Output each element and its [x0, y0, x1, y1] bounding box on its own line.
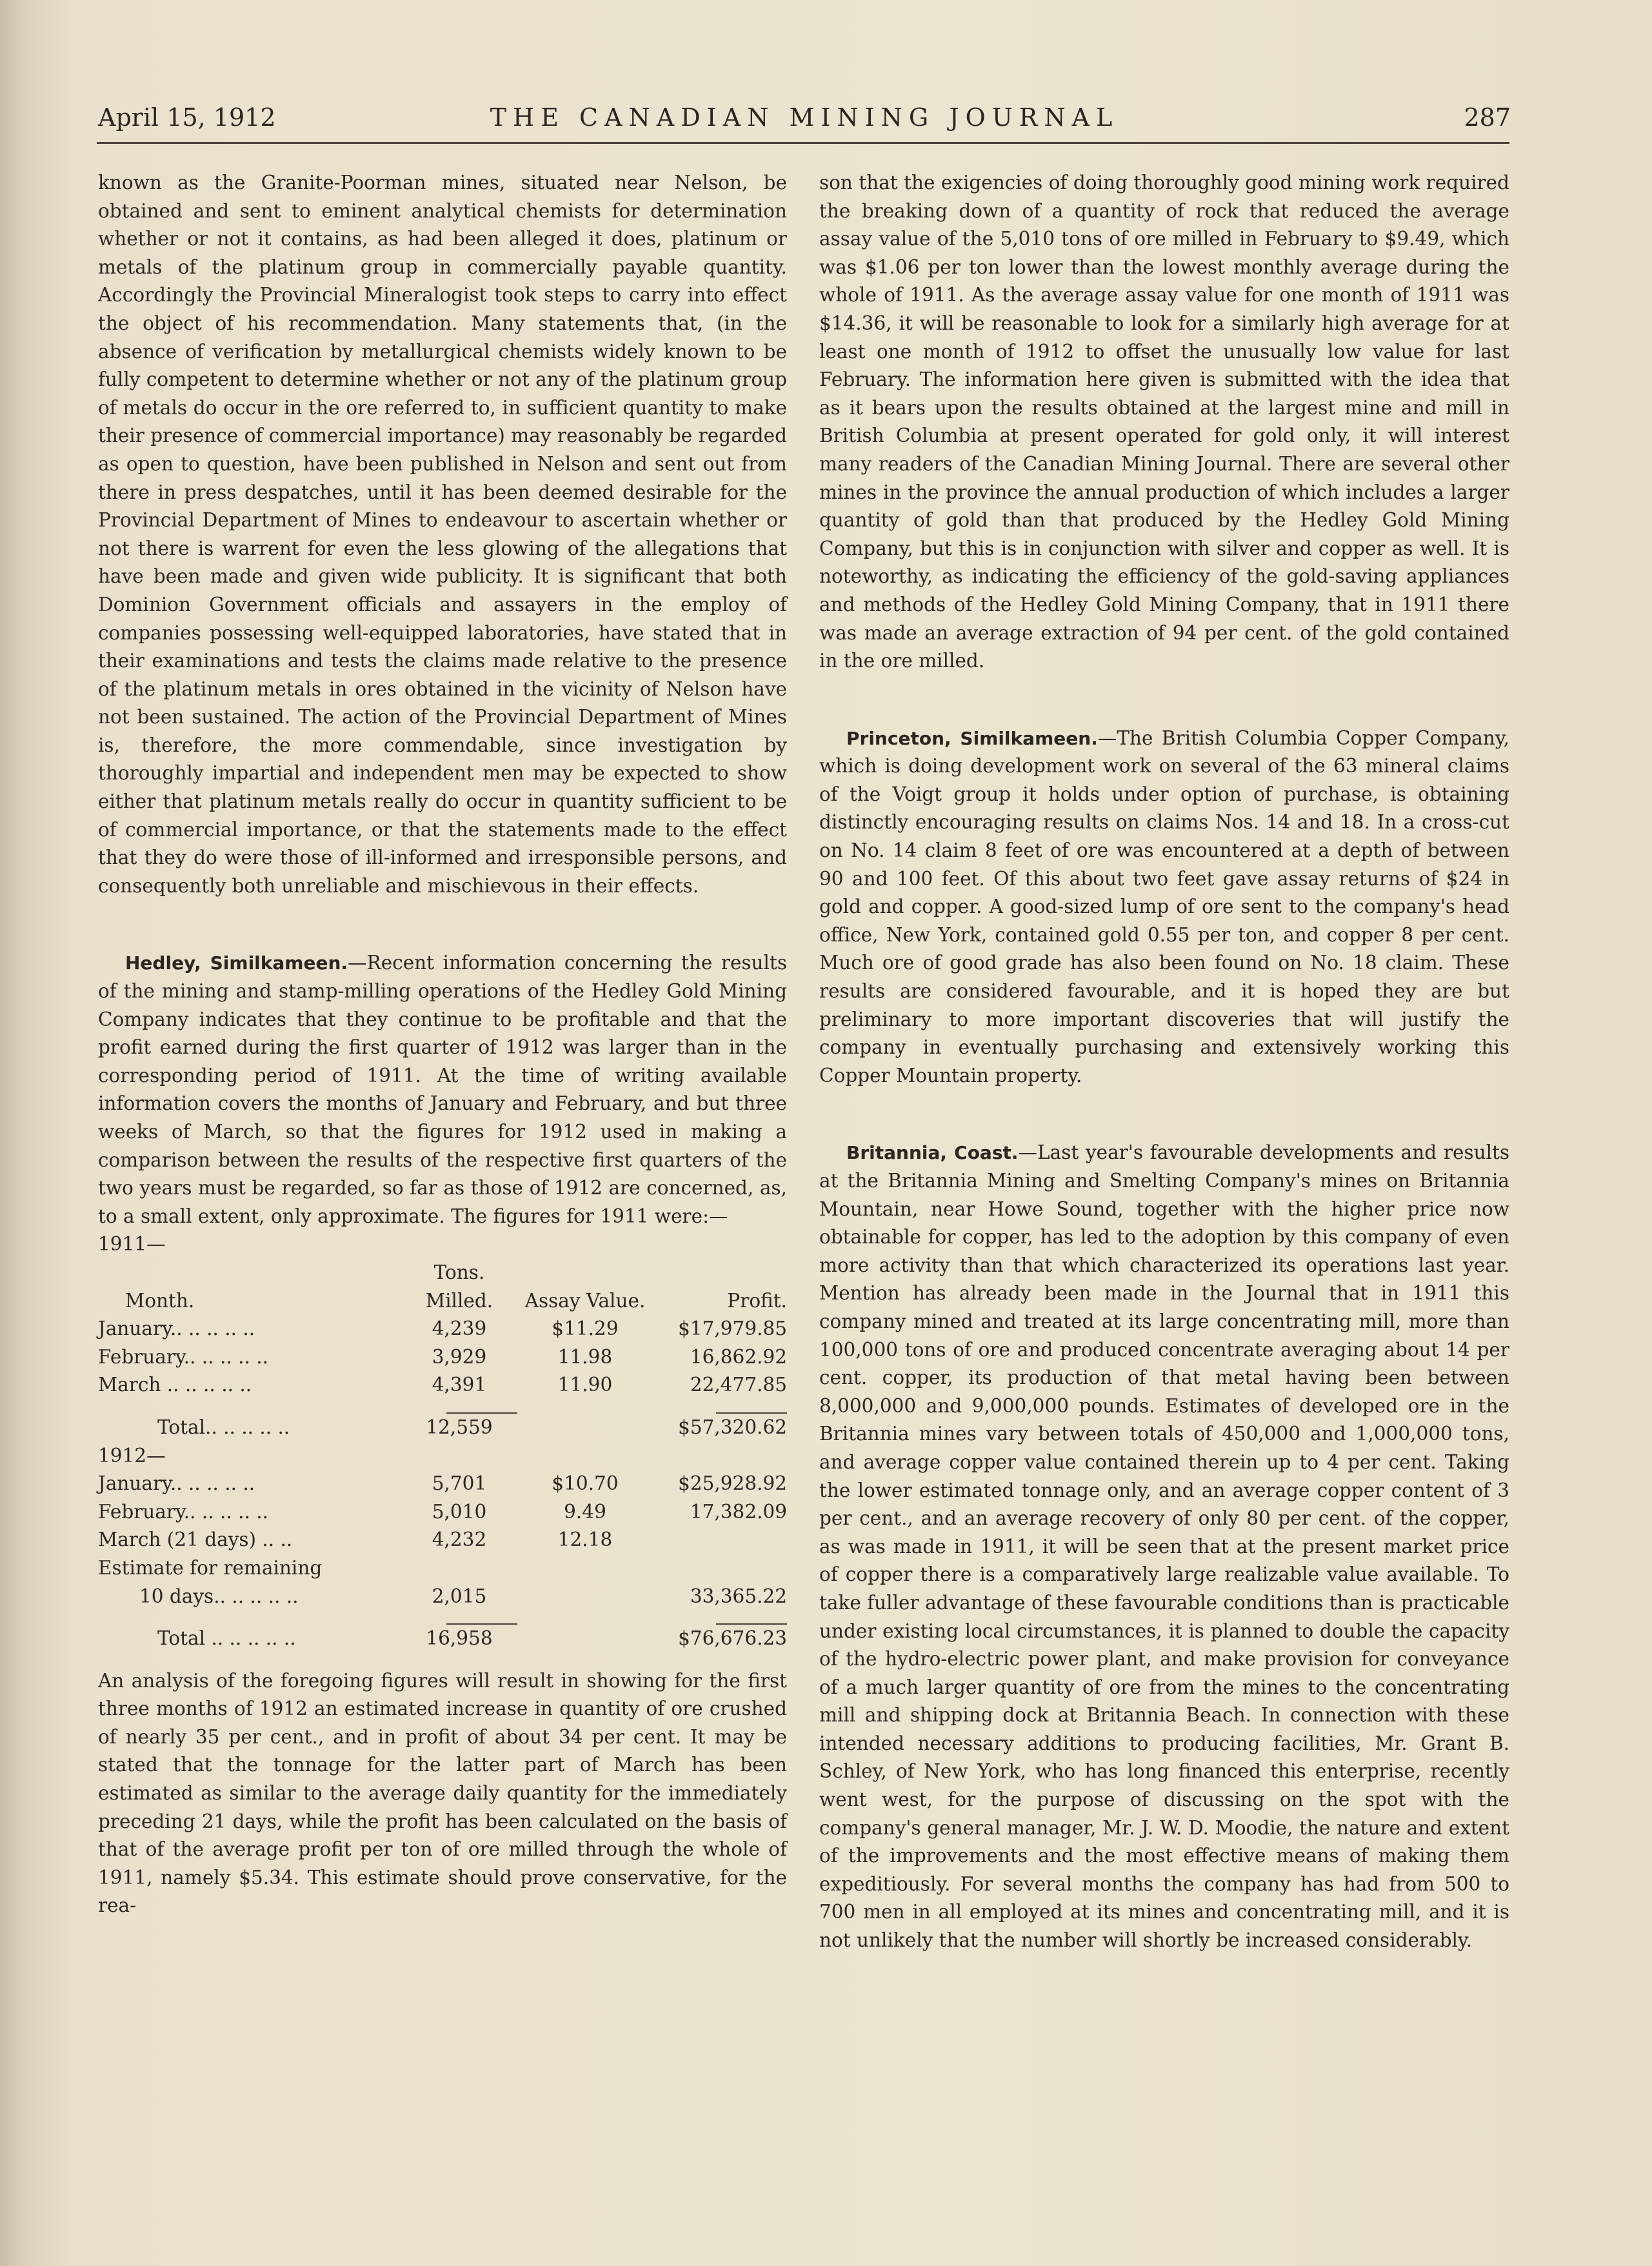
- analysis-paragraph: An analysis of the foregoing figures will result in showing for the first three months of 1912 an estimated increase in quantity of ore crushed of nearly 35 per cent., and in profit of about 34 per cent. It may be stated that the tonnage for the latter part of March has been estimated as similar to the average daily quantity for the immediately preceding 21 days, while the profit has been calculated on the basis of that of the average profit per ton of ore milled through the whole of 1911, namely $5.34. This estimate should prove conservative, for the rea-: [98, 1669, 787, 1917]
- estimate-row-1: [98, 1554, 787, 1583]
- table-head-row-1: [98, 1259, 787, 1287]
- table-row: [98, 1498, 787, 1527]
- journal-title: THE CANADIAN MINING JOURNAL: [490, 103, 1119, 132]
- issue-date: April 15, 1912: [98, 103, 276, 132]
- running-header: [98, 103, 1511, 142]
- platinum-paragraph: known as the Granite-Poorman mines, situated near Nelson, be obtained and sent to eminent analytical chemists for determination whether or not it contains, as had been alleged it does, platinum or metals of the platinum group in commercially payable quantity. Accordingly the Provincial Mineralogist took steps to carry into effect the object of his recommendation. Many statements that, (in the absence of verification by metallurgical chemists widely known to be fully competent to determine whether or not any of the platinum group of metals do occur in the ore referred to, in sufficient quantity to make their presence of commercial importance) may reasonably be regarded as open to question, have been published in Nelson and sent out from there in press despatches, until it has been deemed desirable for the Provincial Department of Mines to endeavour to ascertain whether or not there is warrent for even the less glowing of the allegations that have been made and given wide publicity. It is significant that both Dominion Government officials and assayers in the employ of companies possessing well-equipped laboratories, have stated that in their examinations and tests the claims made relative to the presence of the platinum metals in ores obtained in the vicinity of Nelson have not been sustained. The action of the Provincial Department of Mines is, therefore, the more commendable, since investigation by thoroughly impartial and independent men may be expected to show either that platinum metals really do occur in quantity sufficient to be of commercial importance, or that the statements made to the effect that they do were those of ill-informed and irresponsible persons, and consequently both unreliable and mischievous in their effects.: [98, 172, 787, 897]
- table-row: [98, 1470, 787, 1498]
- total-1912-profit: $76,676.23: [678, 1627, 788, 1650]
- row-month: March .. .. .. .. ..: [98, 1374, 252, 1396]
- table-row: [98, 1371, 787, 1399]
- row-assay: $10.70: [552, 1472, 619, 1495]
- total-rule-row: [98, 1399, 787, 1414]
- head-tons-1: Tons.: [433, 1261, 485, 1283]
- estimate-label-1: Estimate for remaining: [98, 1556, 323, 1579]
- head-assay: Assay Value.: [524, 1289, 646, 1312]
- hedley-paragraph: [98, 949, 787, 1230]
- britannia-body: —Last year's favourable developments and results at the Britannia Mining and Smelting Company's mines on Britannia Mountain, near Howe Sound, together with the higher price now obtainable for copper, has led to the adoption by this company of even more activity than that which characterized its operations last year. Mention has already been made in the Journal that in 1911 this company mined and treated at its large concentrating mill, more than 100,000 tons of ore and produced concentrate averaging about 14 per cent. copper, its production of that metal having been between 8,000,000 and 9,000,000 pounds. Estimates of developed ore in the Britannia mines vary between totals of 450,000 and 1,000,000 tons, and average copper value contained therein up to 4 per cent. Taking the lower estimated tonnage only, and an average copper content of 3 per cent., and an average recovery of only 80 per cent. of the copper, as was made in 1911, it will be seen that at the present market price of copper there is a comparatively large realizable value available. To take fuller advantage of these favourable conditions than is practicable under existing local circumstances, it is planned to double the capacity of the hydro-electric power plant, and make provision for conveyance of a much larger quantity of ore from the mines to the concentrating mill and shipping dock at Britannia Beach. In connection with these intended necessary additions to producing facilities, Mr. Grant B. Schley, of New York, who has long financed this enterprise, recently went west, for the purpose of discussing on the spot with the company's general manager, Mr. J. W. D. Moodie, the nature and extent of the improvements and the most effective means of making them expeditiously. For several months the company has had from 500 to 700 men in all employed at its mines and concentrating mill, and it is not unlikely that the number will shortly be increased considerably.: [819, 1141, 1510, 1952]
- britannia-heading: Britannia, Coast.: [846, 1142, 1019, 1164]
- britannia-paragraph: [819, 1139, 1509, 1954]
- total-1911-row: [98, 1414, 787, 1442]
- row-assay: 9.49: [564, 1500, 606, 1523]
- tons-total-rule: [401, 1610, 517, 1625]
- profit-total-rule: [653, 1399, 787, 1414]
- head-month: Month.: [125, 1289, 195, 1312]
- row-month: January.. .. .. .. ..: [98, 1318, 255, 1340]
- row-tons: 4,232: [432, 1529, 487, 1551]
- profit-total-rule: [653, 1610, 787, 1625]
- row-tons: 3,929: [432, 1345, 487, 1368]
- tons-total-rule: [401, 1399, 517, 1414]
- table-row: [98, 1526, 787, 1554]
- hedley-continued-paragraph: son that the exigencies of doing thoroughly good mining work required the breaking down of a quantity of rock that reduced the average assay value of the 5,010 tons of ore milled in February to $9.49, which was $1.06 per ton lower than the lowest monthly average during the whole of 1911. As the average assay value for one month of 1911 was $14.36, it will be reasonable to look for a similarly high average for at least one month of 1912 to offset the unusually low value for last February. The information here given is submitted with the idea that as it bears upon the results obtained at the largest mine and mill in British Columbia at present operated for gold only, it will interest many readers of the Canadian Mining Journal. There are several other mines in the province the annual production of which includes a larger quantity of gold than that produced by the Hedley Gold Mining Company, but this is in conjunction with silver and copper as well. It is noteworthy, as indicating the efficiency of the gold-saving appliances and methods of the Hedley Gold Mining Company, that in 1911 there was made an average extraction of 94 per cent. of the gold contained in the ore milled.: [819, 172, 1509, 672]
- row-tons: 5,701: [432, 1472, 487, 1495]
- row-month: February.. .. .. .. ..: [98, 1345, 269, 1368]
- row-profit: 22,477.85: [690, 1374, 788, 1396]
- year-1911-label: 1911—: [98, 1233, 166, 1256]
- princeton-body: —The British Columbia Copper Company, which is doing development work on several of the 63 mineral claims of the Voigt group it holds under option of purchase, is obtaining distinctly encouraging results on claims Nos. 14 and 18. In a cross-cut on No. 14 claim 8 feet of ore was encountered at a depth of between 90 and 100 feet. Of this about two feet gave assay returns of $24 in gold and copper. A good-sized lump of ore sent to the company's head office, New York, contained gold 0.55 per ton, and copper 8 per cent. Much ore of good grade has also been found on No. 18 claim. These results are considered favourable, and it is hoped they are but preliminary to more important discoveries that will justify the company in eventually purchasing and extensively working this Copper Mountain property.: [819, 727, 1509, 1087]
- hedley-heading: Hedley, Similkameen.: [125, 952, 348, 974]
- row-assay: $11.29: [552, 1318, 619, 1340]
- row-month: March (21 days) .. ..: [98, 1529, 293, 1551]
- row-tons: 5,010: [432, 1500, 487, 1523]
- row-profit: [653, 1526, 787, 1554]
- left-column: [98, 169, 787, 1920]
- princeton-paragraph: [819, 725, 1509, 1090]
- princeton-heading: Princeton, Similkameen.: [846, 727, 1098, 749]
- total-1912-tons: 16,958: [426, 1627, 493, 1650]
- row-month: January.. .. .. .. ..: [98, 1472, 255, 1495]
- row-profit: 17,382.09: [690, 1500, 788, 1523]
- row-tons: 4,239: [432, 1318, 487, 1340]
- row-tons: 4,391: [432, 1374, 487, 1396]
- table-row: [98, 1343, 787, 1372]
- table-head-row-2: [98, 1287, 787, 1316]
- year-1912-label-row: [98, 1442, 787, 1470]
- year-1911-label-row: [98, 1230, 787, 1259]
- header-rule: [97, 142, 1509, 144]
- estimate-row-2: [98, 1583, 787, 1611]
- estimate-profit: 33,365.22: [690, 1585, 788, 1607]
- row-profit: $17,979.85: [678, 1318, 788, 1340]
- total-rule-row: [98, 1610, 787, 1625]
- total-1911-label: Total.. .. .. .. ..: [157, 1416, 290, 1438]
- row-profit: $25,928.92: [678, 1472, 788, 1495]
- right-column: [819, 169, 1509, 1955]
- total-1911-tons: 12,559: [426, 1416, 493, 1438]
- estimate-label-2: 10 days.. .. .. .. ..: [139, 1585, 299, 1607]
- row-assay: 11.90: [557, 1374, 613, 1396]
- row-assay: 12.18: [557, 1529, 613, 1551]
- hedley-body: —Recent information concerning the results of the mining and stamp-milling operations of the Hedley Gold Mining Company indicates that they continue to be profitable and that the profit earned during the first quarter of 1912 was larger than in the corresponding period of 1911. At the time of writing available information covers the months of January and February, and but three weeks of March, so that the figures for 1912 used in making a comparison between the results of the respective first quarters of the two years must be regarded, so far as those of 1912 are concerned, as, to a small extent, only approximate. The figures for 1911 were:—: [98, 952, 787, 1227]
- head-profit: Profit.: [727, 1289, 788, 1312]
- total-1912-row: [98, 1625, 787, 1653]
- row-assay: 11.98: [557, 1345, 613, 1368]
- year-1912-label: 1912—: [98, 1444, 166, 1467]
- table-row: [98, 1315, 787, 1343]
- page-number: 287: [1464, 103, 1511, 132]
- estimate-tons: 2,015: [432, 1585, 487, 1607]
- total-1912-label: Total .. .. .. .. ..: [157, 1627, 296, 1650]
- head-tons-2: Milled.: [425, 1289, 493, 1312]
- hedley-results-table: [98, 1230, 787, 1652]
- row-profit: 16,862.92: [690, 1345, 788, 1368]
- total-1911-profit: $57,320.62: [678, 1416, 788, 1438]
- row-month: February.. .. .. .. ..: [98, 1500, 269, 1523]
